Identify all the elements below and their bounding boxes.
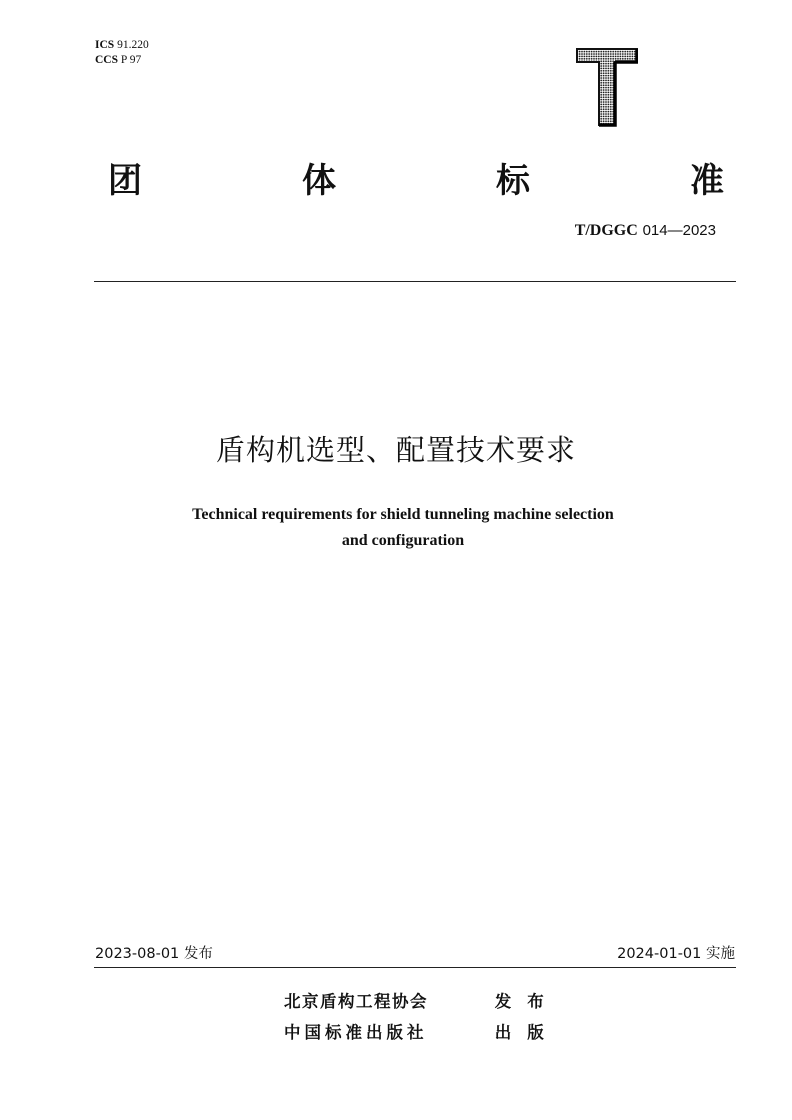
standard-type-heading: [108, 158, 724, 204]
publisher-action: 出版: [494, 1023, 560, 1042]
ccs-value: P 97: [120, 54, 142, 66]
issue-date: 2023-08-01 发布: [95, 946, 213, 962]
standard-number-value: 014—2023: [642, 222, 716, 239]
ccs-label: CCS: [95, 54, 119, 66]
title-english-line: Technical requirements for shield tunneling machine selection: [192, 506, 614, 523]
ics-label: ICS: [95, 39, 115, 51]
publisher-row: [284, 1021, 560, 1045]
publisher-org: 北京盾构工程协会: [284, 992, 428, 1011]
title-english: [0, 502, 792, 554]
publisher-row: [284, 990, 560, 1014]
standard-type-char: 准: [690, 161, 724, 201]
implementation-date: 2024-01-01 实施: [617, 946, 735, 962]
classification-codes: [95, 38, 149, 68]
footer-divider: [94, 967, 736, 968]
standard-type-char: 体: [302, 161, 336, 201]
title-english-line: and configuration: [341, 532, 465, 549]
title-chinese: 盾构机选型、配置技术要求: [215, 433, 576, 467]
standard-type-t-logo: [576, 48, 638, 128]
ccs-code: [95, 53, 149, 68]
standard-type-char: 团: [108, 161, 142, 201]
standard-number-prefix: T/DGGC: [574, 222, 638, 239]
standard-type-char: 标: [496, 161, 530, 201]
standard-number: [575, 220, 716, 241]
ics-code: [95, 38, 149, 53]
header-divider: [94, 281, 736, 282]
publisher-org: 中国标准出版社: [284, 1023, 428, 1042]
ics-value: 91.220: [117, 39, 149, 51]
publisher-action: 发布: [494, 992, 560, 1011]
